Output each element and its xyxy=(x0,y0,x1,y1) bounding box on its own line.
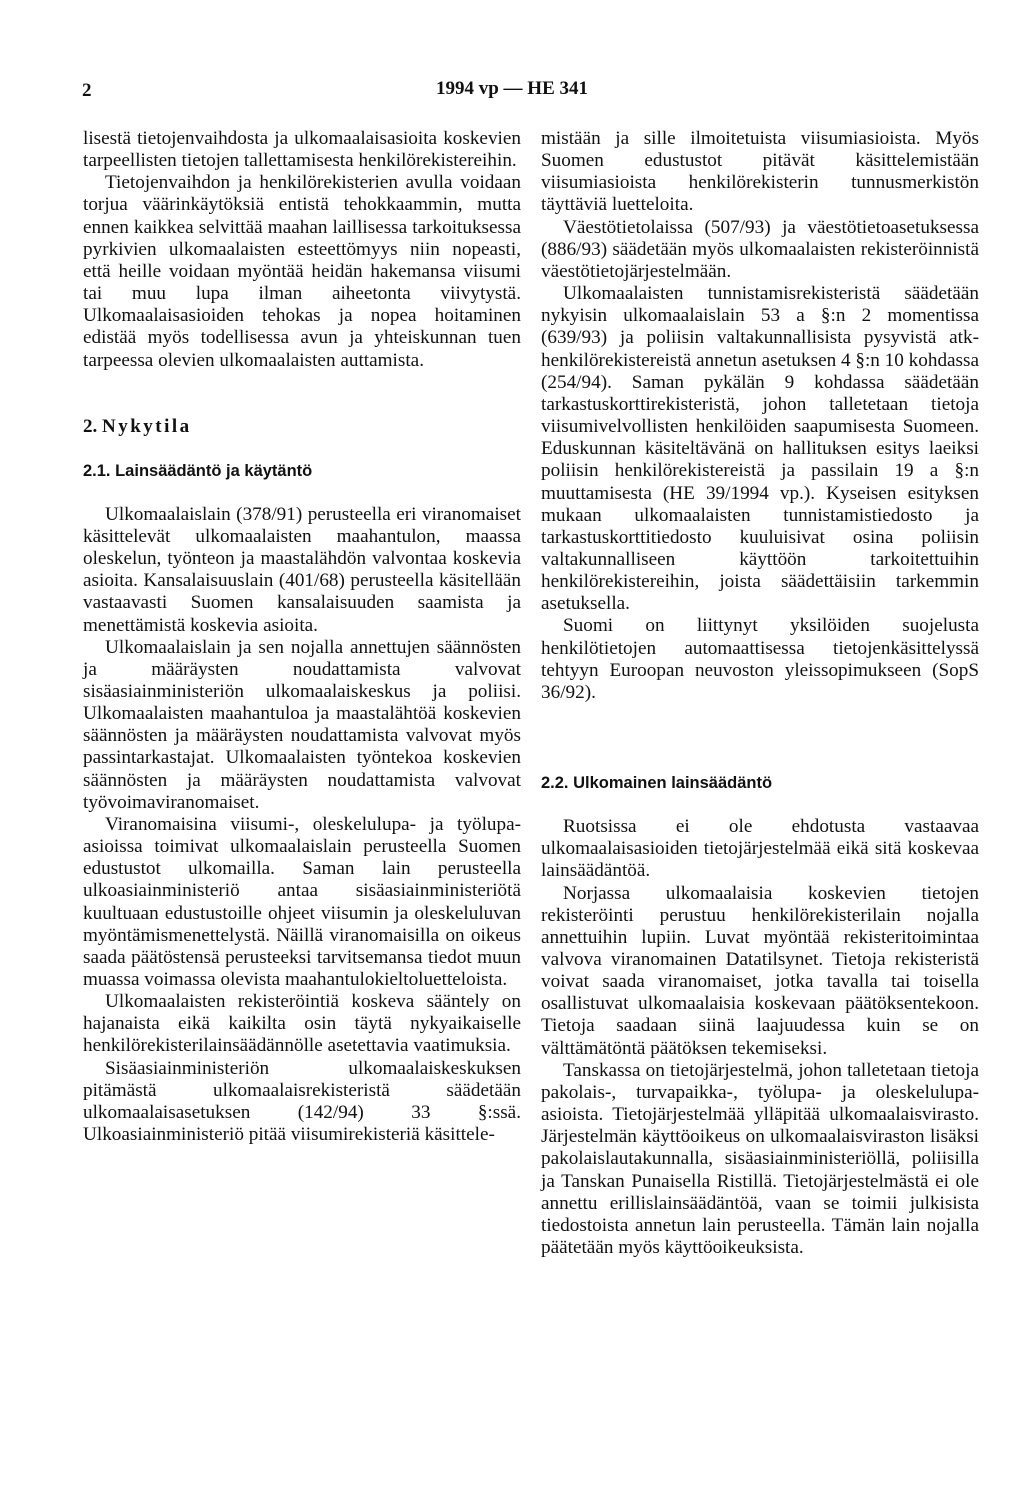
running-header: 1994 vp — HE 341 xyxy=(435,78,589,99)
paragraph: Ulkomaalaislain (378/91) perusteella eri viranomaiset käsittelevät ulkomaalaisten maahantulon, maassa oleskelun, työnteon ja maastalähdön valvontaa koskevia asioita. Kansalaisuuslain (401/68) perusteella käsitellään vastaavasti Suomen kansalaisuuden saamista ja menettämistä koskevia asioita. xyxy=(83,503,521,636)
paragraph: Norjassa ulkomaalaisia koskevien tietojen rekisteröinti perustuu henkilörekisterilain nojalla annettuihin lupiin. Luvat myöntää rekisteritoimintaa valvova viranomainen Datatilsynet. Tietoja rekisteristä voivat saada viranomaiset, jotka tavalla tai toisella osallistuvat ulkomaalaisia koskevaan päätöksentekoon. Tietoja saadaan siinä laajuudessa kuin se on välttämätöntä päätöksen tekemiseksi. xyxy=(541,882,979,1059)
paragraph: Ulkomaalaislain ja sen nojalla annettujen säännösten ja määräysten noudattamista valvovat sisäasiainministeriön ulkomaalaiskeskus ja poliisi. Ulkomaalaisten maahantuloa ja maastalähtöä koskevien säännösten ja määräysten noudattamista valvovat myös passintarkastajat. Ulkomaalaisten työntekoa koskevien säännösten ja määräysten noudattamista valvovat työvoimaviranomaiset. xyxy=(83,636,521,813)
paragraph: Sisäasiainministeriön ulkomaalaiskeskuksen pitämästä ulkomaalaisrekisteristä säädetään ulkomaalaisasetuksen (142/94) 33 §:ssä. Ulkoasiainministeriö pitää viisumirekisteriä käsittele- xyxy=(83,1057,521,1146)
paragraph: Väestötietolaissa (507/93) ja väestötietoasetuksessa (886/93) säädetään myös ulkomaalaisten rekisteröinnistä väestötietojärjestelmään. xyxy=(541,216,979,282)
subsection-heading: 2.1. Lainsäädäntö ja käytäntö xyxy=(83,461,313,480)
right-column xyxy=(541,128,979,1259)
paragraph: Ulkomaalaisten tunnistamisrekisteristä säädetään nykyisin ulkomaalaislain 53 a §:n 2 momentissa (639/93) ja poliisin valtakunnallisista pysyvistä atk-henkilörekistereistä annetun asetuksen 4 §:n 10 kohdassa (254/94). Saman pykälän 9 kohdassa säädetään tarkastuskorttirekisteristä, johon talletetaan tietoja viisumivelvollisten henkilöiden saapumisesta Suomeen. Eduskunnan käsiteltävänä on hallituksen esitys laeiksi poliisin henkilörekistereistä ja passilain 19 a §:n muuttamisesta (HE 39/1994 vp.). Kyseisen esityksen mukaan ulkomaalaisten tunnistamistiedosto ja tarkastuskorttitiedosto kuuluisivat osina poliisin valtakunnalliseen käyttöön tarkoitettuihin henkilörekistereihin, joista säädettäisiin tarkemmin asetuksella. xyxy=(541,283,980,615)
paragraph: Ruotsissa ei ole ehdotusta vastaavaa ulkomaalaisasioiden tietojärjestelmää eikä sitä koskevaa lainsäädäntöä. xyxy=(541,816,979,882)
paragraph: lisestä tietojenvaihdosta ja ulkomaalaisasioita koskevien tarpeellisten tietojen tallettamisesta henkilörekistereihin. xyxy=(83,128,521,172)
section-number: 2. xyxy=(83,415,98,437)
paragraph: Ulkomaalaisten rekisteröintiä koskeva sääntely on hajanaista eikä kaikilta osin täytä nykyaikaiselle henkilörekisterilainsäädännölle asetettavia vaatimuksia. xyxy=(83,991,521,1057)
paragraph: Tanskassa on tietojärjestelmä, johon talletetaan tietoja pakolais-, turvapaikka-, työlupa- ja oleskelulupa-asioista. Tietojärjestelmää ylläpitää ulkomaalaisvirasto. Järjestelmän käyttöoikeus on ulkomaalaisviraston lisäksi pakolaislautakunnalla, sisäasiainministeriöllä, poliisilla ja Tanskan Punaisella Ristillä. Tietojärjestelmästä ei ole annettu erillislainsäädäntöä, vaan se toimii julkisista tiedostoista annetun lain perusteella. Tämän lain nojalla päätetään myös käyttöoikeuksista. xyxy=(541,1059,979,1259)
section-title: Nykytila xyxy=(102,415,192,437)
page-number: 2 xyxy=(82,80,92,101)
subsection-heading: 2.2. Ulkomainen lainsäädäntö xyxy=(541,774,773,793)
section-heading xyxy=(83,416,521,438)
paragraph: mistään ja sille ilmoitetuista viisumiasioista. Myös Suomen edustustot pitävät käsittelemistään viisumiasioista henkilörekisterin tunnusmerkistön täyttäviä luetteloita. xyxy=(541,128,979,216)
paragraph: Tietojenvaihdon ja henkilörekisterien avulla voidaan torjua väärinkäytöksiä entistä tehokkaammin, mutta ennen kaikkea selvittää maahan laillisessa tarkoituksessa pyrkivien ulkomaalaisten esteettömyys niin nopeasti, että heille voidaan myöntää heidän hakemansa viisumi tai muu lupa ilman aiheetonta viivytystä. Ulkomaalaisasioiden tehokas ja nopea hoitaminen edistää myös todellisessa avun ja yhteiskunnan tuen tarpeessa olevien ulkomaalaisten auttamista. xyxy=(83,172,521,371)
paragraph: Viranomaisina viisumi-, oleskelulupa- ja työlupa-asioissa toimivat ulkomaalaislain perusteella Suomen edustustot ulkomailla. Saman lain perusteella ulkoasiainministeriö antaa sisäasiainministeriötä kuultuaan edustustoille ohjeet viisumin ja oleskeluluvan myöntämismenettelystä. Näillä viranomaisilla on oikeus saada päätöstensä perusteeksi tarvitsemansa tiedot muun muassa voimassa olevista maahantulokieltoluetteloista. xyxy=(83,813,521,990)
left-column xyxy=(83,128,521,1146)
paragraph: Suomi on liittynyt yksilöiden suojelusta henkilötietojen automaattisessa tietojenkäsittelyssä tehtyyn Euroopan neuvoston yleissopimukseen (SopS 36/92). xyxy=(541,615,979,703)
